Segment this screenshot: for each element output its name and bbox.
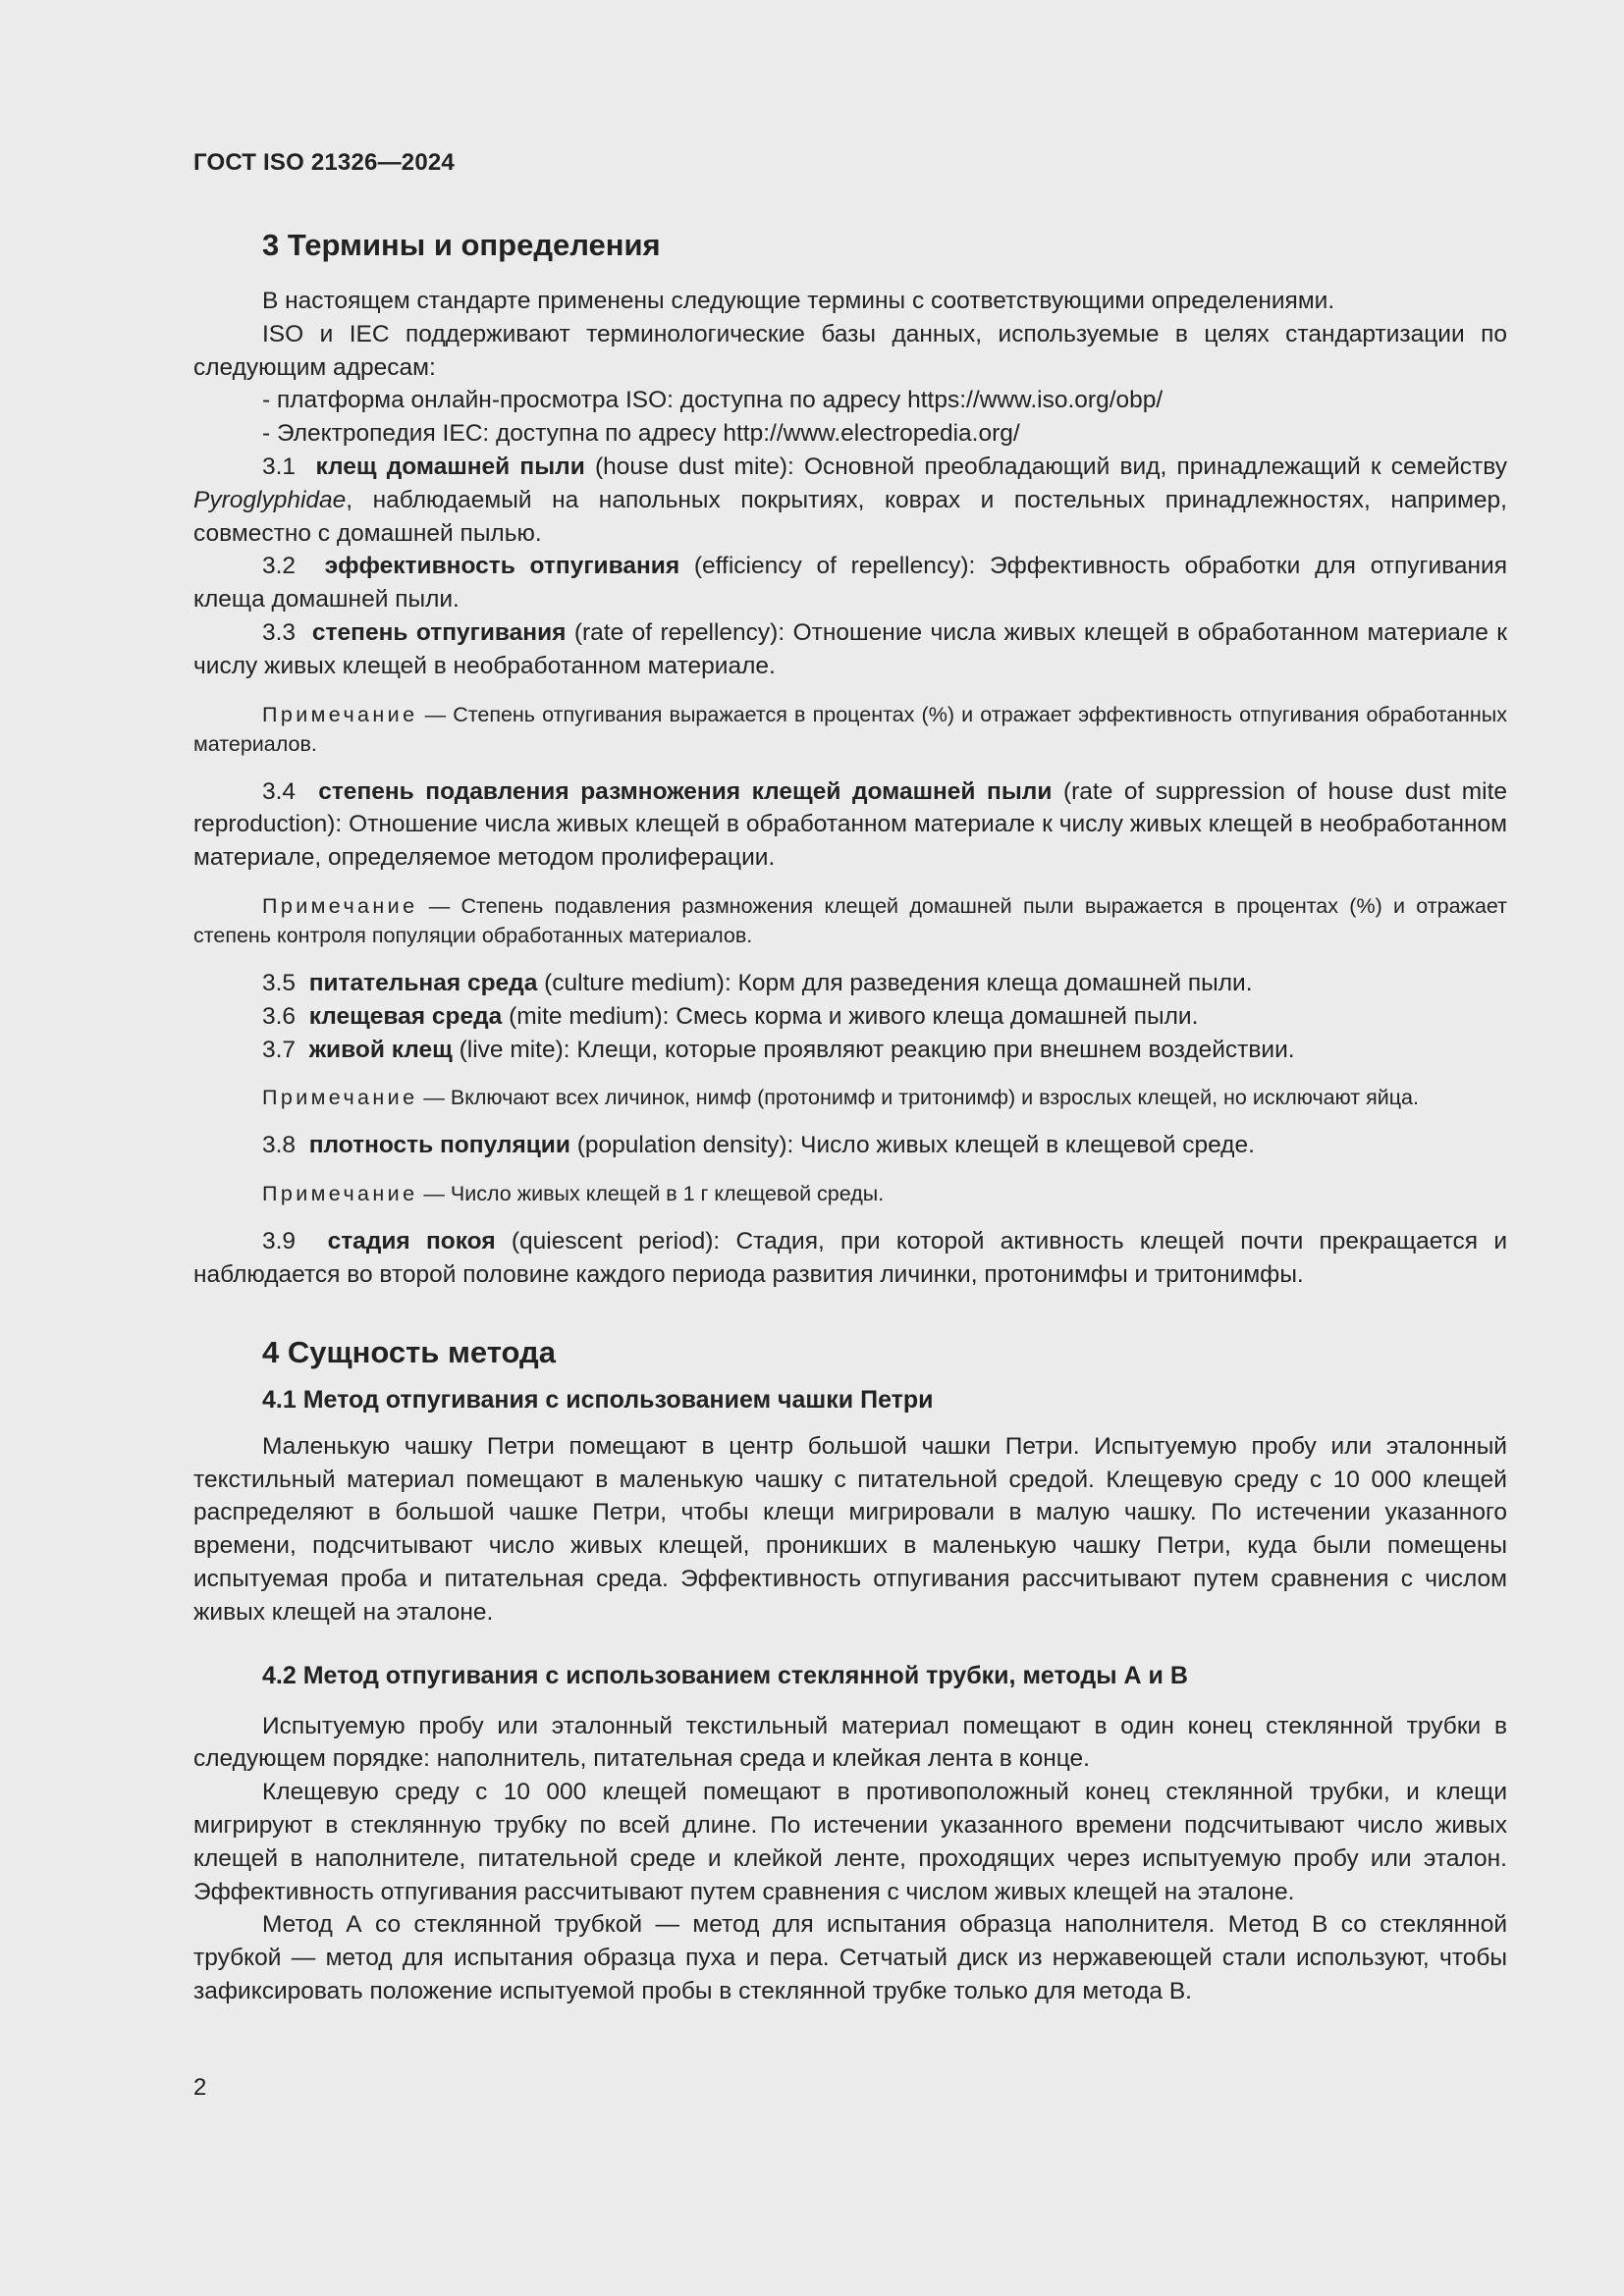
note-label: Примечание	[262, 702, 418, 726]
section-4-title: 4 Сущность метода	[262, 1334, 556, 1369]
term-3-6	[193, 1000, 1507, 1034]
intro-paragraph: В настоящем стандарте применены следующие термины с соответствующими определениями.	[262, 288, 1335, 314]
note-text: — Степень отпугивания выражается в процентах (%) и отражает эффективность отпугивания обработанных материалов.	[193, 702, 1507, 756]
electropedia-link-line: - Электропедия IEC: доступна по адресу http://www.electropedia.org/	[262, 420, 1020, 448]
note-text: — Число живых клещей в 1 г клещевой среды.	[417, 1182, 885, 1206]
term-name: плотность популяции	[308, 1132, 570, 1159]
note-label: Примечание	[262, 1182, 418, 1206]
term-definition: (live mite): Клещи, которые проявляют реакцию при внешнем воздействии.	[452, 1036, 1295, 1063]
term-definition: (efficiency of repellency): Эффективность обработки для отпугивания клеща домашней пыли.	[193, 553, 1507, 614]
section-3-title: 3 Термины и определения	[262, 228, 661, 262]
term-name: клещевая среда	[308, 1002, 503, 1030]
term-name: клещ домашней пыли	[315, 453, 585, 480]
latin-family-name: Pyroglyphidae	[193, 486, 347, 513]
term-definition: (house dust mite): Основной преобладающий вид, принадлежащий к семейству	[584, 453, 1507, 480]
page-number: 2	[193, 2074, 207, 2101]
term-name: питательная среда	[308, 969, 538, 996]
term-definition: (quiescent period): Стадия, при которой активность клещей почти прекращается и наблюдается во второй половине каждого периода развития личинки, протонимфы и тритонимфы.	[193, 1228, 1508, 1288]
note-3-7	[193, 1083, 1507, 1112]
standard-header: ГОСТ ISO 21326—2024	[193, 149, 455, 176]
subsection-4-1-title: 4.1 Метод отпугивания с использованием чашки Петри	[262, 1385, 934, 1414]
term-number: 3.4	[262, 777, 297, 805]
term-3-1	[193, 451, 1507, 550]
subsection-4-2-title: 4.2 Метод отпугивания с использованием стеклянной трубки, методы А и В	[262, 1661, 1188, 1689]
note-3-3	[193, 700, 1507, 759]
term-3-4	[193, 775, 1507, 875]
term-3-2	[193, 550, 1507, 616]
term-3-5	[193, 967, 1507, 1000]
term-number: 3.7	[262, 1036, 297, 1063]
note-text: — Включают всех личинок, нимф (протонимф и тритонимф) и взрослых клещей, но исключают яйца.	[417, 1086, 1419, 1110]
term-number: 3.1	[262, 453, 297, 480]
term-number: 3.8	[262, 1132, 297, 1159]
iso-iec-paragraph: ISO и IEC поддерживают терминологические базы данных, используемые в целях стандартизации по следующим адресам:	[193, 320, 1507, 381]
iso-obp-link-line: - платформа онлайн-просмотра ISO: доступна по адресу https://www.iso.org/obp/	[262, 387, 1164, 414]
term-name: степень подавления размножения клещей домашней пыли	[318, 777, 1053, 805]
term-3-7	[193, 1034, 1507, 1067]
term-number: 3.3	[262, 618, 297, 646]
subsection-4-2-paragraph-1: Испытуемую пробу или эталонный текстильный материал помещают в один конец стеклянной трубки в следующем порядке: наполнитель, питательная среда и клейкая лента в конце.	[193, 1712, 1507, 1773]
subsection-4-2-paragraph-2: Клещевую среду с 10 000 клещей помещают в противоположный конец стеклянной трубки, и клещи мигрируют в стеклянную трубку по всей длине. По истечении указанного времени подсчитывают число живых клещей в наполнителе, питательной среде и клейкой ленте, проходящих через испытуемую пробу или эталон. Эффективность отпугивания рассчитывают путем сравнения с числом живых клещей на эталоне.	[193, 1779, 1507, 1905]
note-label: Примечание	[262, 893, 418, 918]
term-3-9	[193, 1225, 1507, 1292]
term-definition-continued: , наблюдаемый на напольных покрытиях, коврах и постельных принадлежностях, например, совместно с домашней пылью.	[193, 486, 1507, 547]
term-name: эффективность отпугивания	[324, 553, 680, 580]
term-definition: (rate of repellency): Отношение числа живых клещей в обработанном материале к числу живых клещей в необработанном материале.	[193, 618, 1507, 679]
term-number: 3.6	[262, 1002, 297, 1030]
term-definition: (population density): Число живых клещей в клещевой среде.	[569, 1132, 1255, 1159]
term-3-3	[193, 616, 1507, 683]
term-number: 3.5	[262, 969, 297, 996]
section-3-body	[193, 285, 1507, 1292]
term-number: 3.9	[262, 1228, 297, 1255]
term-name: степень отпугивания	[311, 618, 567, 646]
subsection-4-1-text: Маленькую чашку Петри помещают в центр большой чашки Петри. Испытуемую пробу или эталонный текстильный материал помещают в маленькую чашку с питательной средой. Клещевую среду с 10 000 клещей распределяют в большой чашке Петри, чтобы клещи мигрировали в малую чашку. По истечении указанного времени, подсчитывают число живых клещей, проникших в маленькую чашку Петри, куда были помещены испытуемая проба и питательная среда. Эффективность отпугивания рассчитывают путем сравнения с числом живых клещей на эталоне.	[193, 1432, 1507, 1626]
term-definition: (culture medium): Корм для разведения клеща домашней пыли.	[537, 969, 1253, 996]
note-3-4	[193, 891, 1507, 950]
page-content	[193, 226, 1507, 2008]
term-name: живой клещ	[308, 1036, 453, 1063]
note-label: Примечание	[262, 1086, 418, 1110]
term-3-8	[193, 1129, 1507, 1162]
note-3-8	[193, 1179, 1507, 1208]
subsection-4-2-paragraph-3: Метод А со стеклянной трубкой — метод для испытания образца наполнителя. Метод В со стеклянной трубкой — метод для испытания образца пуха и пера. Сетчатый диск из нержавеющей стали используют, чтобы зафиксировать положение испытуемой пробы в стеклянной трубке только для метода В.	[193, 1911, 1507, 2004]
term-definition: (mite medium): Смесь корма и живого клеща домашней пыли.	[502, 1002, 1199, 1030]
term-definition: (rate of suppression of house dust mite reproduction): Отношение числа живых клещей в обработанном материале к числу живых клещей в необработанном материале, определяемое методом пролиферации.	[193, 777, 1507, 872]
term-number: 3.2	[262, 553, 297, 580]
note-text: — Степень подавления размножения клещей домашней пыли выражается в процентах (%) и отражает степень контроля популяции обработанных материалов.	[193, 893, 1507, 947]
term-name: стадия покоя	[327, 1228, 496, 1255]
